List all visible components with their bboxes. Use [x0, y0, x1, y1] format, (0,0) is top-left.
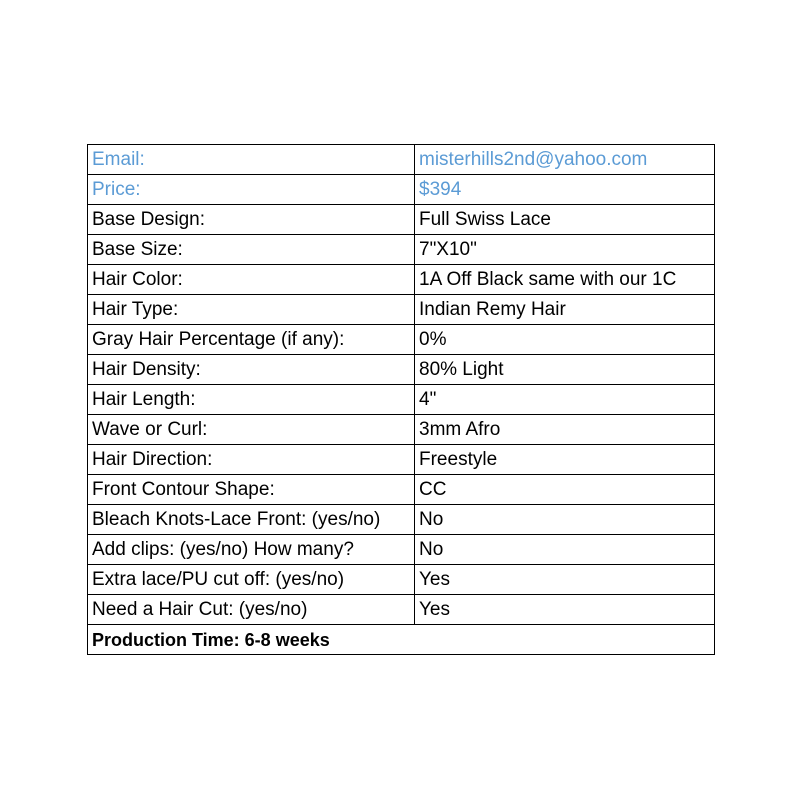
row-label-base-design: Base Design:	[88, 205, 415, 235]
row-label-extra-lace: Extra lace/PU cut off: (yes/no)	[88, 565, 415, 595]
table-row-extra-lace	[88, 565, 715, 595]
row-label-hair-type: Hair Type:	[88, 295, 415, 325]
row-value-base-design: Full Swiss Lace	[415, 205, 715, 235]
table-row-base-design	[88, 205, 715, 235]
table-row-add-clips	[88, 535, 715, 565]
row-label-hair-cut: Need a Hair Cut: (yes/no)	[88, 595, 415, 625]
row-label-hair-direction: Hair Direction:	[88, 445, 415, 475]
row-label-gray-hair: Gray Hair Percentage (if any):	[88, 325, 415, 355]
row-value-hair-cut: Yes	[415, 595, 715, 625]
table-row-hair-length	[88, 385, 715, 415]
table-row-wave-curl	[88, 415, 715, 445]
row-label-hair-density: Hair Density:	[88, 355, 415, 385]
row-label-hair-length: Hair Length:	[88, 385, 415, 415]
row-label-wave-curl: Wave or Curl:	[88, 415, 415, 445]
row-value-extra-lace: Yes	[415, 565, 715, 595]
production-time-row	[88, 625, 715, 655]
row-label-front-contour: Front Contour Shape:	[88, 475, 415, 505]
row-label-base-size: Base Size:	[88, 235, 415, 265]
row-value-hair-direction: Freestyle	[415, 445, 715, 475]
table-row-hair-cut	[88, 595, 715, 625]
row-value-hair-length: 4"	[415, 385, 715, 415]
table-row-bleach-knots	[88, 505, 715, 535]
order-details-table	[87, 144, 715, 655]
table-row-hair-direction	[88, 445, 715, 475]
row-value-price: $394	[415, 175, 715, 205]
row-value-hair-density: 80% Light	[415, 355, 715, 385]
table-row-front-contour	[88, 475, 715, 505]
table-row-hair-color	[88, 265, 715, 295]
production-time-text: Production Time: 6-8 weeks	[88, 625, 715, 655]
table-row-hair-type	[88, 295, 715, 325]
table-row-price	[88, 175, 715, 205]
row-label-add-clips: Add clips: (yes/no) How many?	[88, 535, 415, 565]
row-value-front-contour: CC	[415, 475, 715, 505]
row-value-hair-type: Indian Remy Hair	[415, 295, 715, 325]
row-value-bleach-knots: No	[415, 505, 715, 535]
row-label-price: Price:	[88, 175, 415, 205]
row-label-hair-color: Hair Color:	[88, 265, 415, 295]
order-details-body	[88, 145, 715, 655]
row-value-gray-hair: 0%	[415, 325, 715, 355]
table-row-base-size	[88, 235, 715, 265]
table-row-gray-hair	[88, 325, 715, 355]
row-value-add-clips: No	[415, 535, 715, 565]
table-row-hair-density	[88, 355, 715, 385]
row-label-email: Email:	[88, 145, 415, 175]
row-value-hair-color: 1A Off Black same with our 1C	[415, 265, 715, 295]
row-value-email: misterhills2nd@yahoo.com	[415, 145, 715, 175]
row-label-bleach-knots: Bleach Knots-Lace Front: (yes/no)	[88, 505, 415, 535]
table-row-email	[88, 145, 715, 175]
row-value-base-size: 7"X10"	[415, 235, 715, 265]
row-value-wave-curl: 3mm Afro	[415, 415, 715, 445]
